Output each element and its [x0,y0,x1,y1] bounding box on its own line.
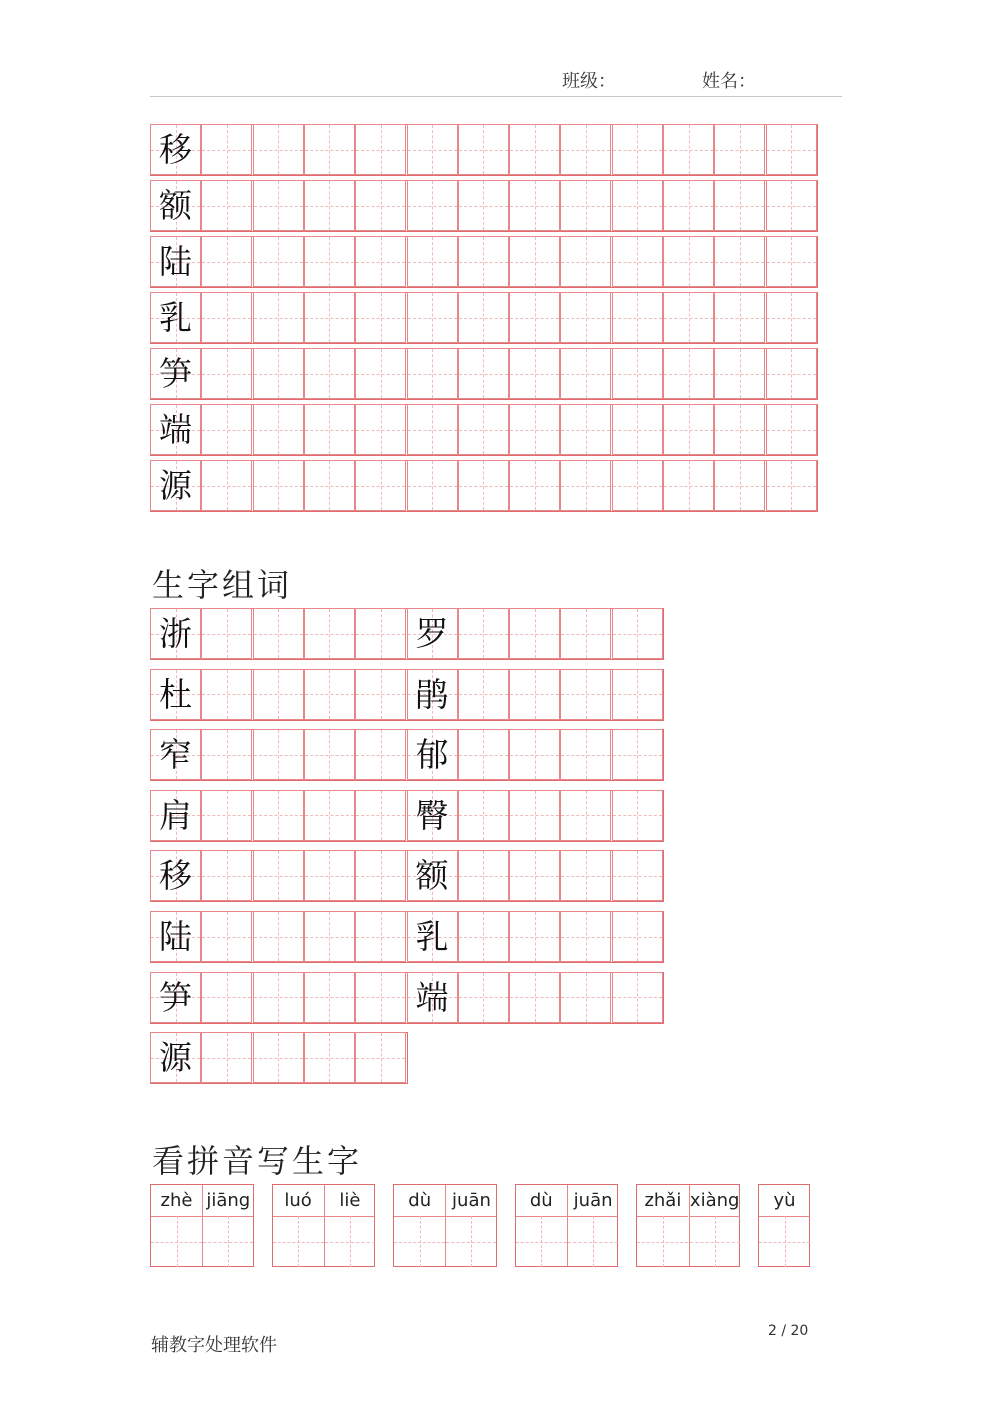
word-writing-cell[interactable] [201,790,252,841]
pinyin-label: luó [273,1185,324,1217]
word-writing-cell[interactable] [355,729,406,780]
word-writing-cell[interactable] [509,729,560,780]
practice-cell[interactable] [253,180,304,231]
practice-cell[interactable] [458,180,509,231]
word-writing-cell[interactable] [201,608,252,659]
practice-cell[interactable] [201,348,252,399]
word-writing-cell[interactable] [201,911,252,962]
pinyin-group [272,1184,376,1267]
word-writing-cell[interactable] [355,972,406,1023]
pinyin-column [324,1185,375,1266]
word-writing-cell[interactable] [458,729,509,780]
pinyin-group [150,1184,254,1267]
practice-cell[interactable] [509,404,560,455]
word-character-cell[interactable] [150,850,201,901]
pinyin-group [636,1184,740,1267]
word-writing-cell[interactable] [355,850,406,901]
pinyin-column [516,1185,567,1266]
practice-cell[interactable] [714,180,765,231]
word-writing-cell[interactable] [201,1032,252,1083]
page-number: 2 / 20 [768,1323,809,1339]
practice-cell[interactable] [714,292,765,343]
practice-cell[interactable] [663,236,714,287]
practice-cell[interactable] [509,292,560,343]
practice-cell[interactable] [407,292,458,343]
pinyin-group [393,1184,497,1267]
word-writing-cell[interactable] [253,850,304,901]
word-writing-cell[interactable] [509,790,560,841]
word-writing-cell[interactable] [304,972,355,1023]
word-writing-cell[interactable] [304,1032,355,1083]
practice-cell[interactable] [458,404,509,455]
hanzi-character: 臀 [415,795,449,835]
practice-cell[interactable] [766,180,817,231]
hanzi-character: 移 [159,130,192,169]
practice-cell[interactable] [766,404,817,455]
practice-cell[interactable] [714,124,765,175]
word-writing-cell[interactable] [458,850,509,901]
practice-cell[interactable] [458,236,509,287]
practice-cell[interactable] [201,404,252,455]
hanzi-character: 端 [159,410,192,449]
word-character-cell[interactable] [150,669,201,720]
pinyin-column [637,1185,688,1266]
word-writing-cell[interactable] [253,972,304,1023]
pinyin-group [758,1184,810,1267]
practice-cell[interactable] [201,236,252,287]
practice-cell[interactable] [304,124,355,175]
practice-cell[interactable] [612,460,663,511]
practice-cell[interactable] [766,292,817,343]
word-character-cell[interactable] [150,729,201,780]
word-writing-cell[interactable] [253,1032,304,1083]
footer-software-name: 辅教字处理软件 [151,1335,277,1356]
hanzi-character: 浙 [159,614,192,653]
practice-cell[interactable] [458,292,509,343]
practice-cell[interactable] [355,348,406,399]
word-writing-cell[interactable] [560,669,611,720]
word-writing-cell[interactable] [458,790,509,841]
practice-cell[interactable] [766,348,817,399]
word-writing-cell[interactable] [304,729,355,780]
word-writing-cell[interactable] [560,911,611,962]
model-character-cell[interactable] [150,236,201,287]
practice-cell[interactable] [766,124,817,175]
practice-cell[interactable] [253,404,304,455]
practice-cell[interactable] [509,180,560,231]
practice-cell[interactable] [253,460,304,511]
practice-cell[interactable] [509,348,560,399]
hanzi-writing-box[interactable] [690,1216,740,1267]
model-character-cell[interactable] [150,460,201,511]
word-writing-cell[interactable] [355,911,406,962]
hanzi-writing-box[interactable] [151,1216,202,1267]
word-character-cell[interactable] [150,790,201,841]
practice-cell[interactable] [355,124,406,175]
hanzi-writing-box[interactable] [325,1216,375,1267]
hanzi-character: 源 [159,1038,192,1078]
word-writing-cell[interactable] [201,972,252,1023]
header-divider [150,96,842,97]
practice-cell[interactable] [509,124,560,175]
practice-cell[interactable] [304,292,355,343]
word-writing-cell[interactable] [509,669,560,720]
hanzi-character: 笋 [159,354,192,393]
word-writing-cell[interactable] [355,790,406,841]
hanzi-character: 乳 [159,298,192,337]
hanzi-character: 移 [159,856,192,896]
practice-cell[interactable] [253,236,304,287]
word-writing-cell[interactable] [612,608,663,659]
pinyin-label: xiàng [690,1185,740,1217]
practice-cell[interactable] [612,292,663,343]
practice-cell[interactable] [304,236,355,287]
word-character-cell[interactable] [407,972,458,1023]
practice-cell[interactable] [355,292,406,343]
hanzi-character: 额 [159,186,192,225]
word-writing-cell[interactable] [355,1032,406,1083]
pinyin-column [689,1185,740,1266]
word-writing-cell[interactable] [355,608,406,659]
practice-cell[interactable] [304,180,355,231]
hanzi-writing-box[interactable] [759,1216,810,1267]
pinyin-column [394,1185,445,1266]
practice-cell[interactable] [201,292,252,343]
practice-cell[interactable] [663,292,714,343]
word-writing-cell[interactable] [304,850,355,901]
practice-cell[interactable] [560,404,611,455]
practice-cell[interactable] [407,124,458,175]
pinyin-label: juān [446,1185,496,1217]
word-writing-cell[interactable] [304,911,355,962]
practice-cell[interactable] [663,404,714,455]
word-writing-cell[interactable] [612,729,663,780]
word-writing-cell[interactable] [509,608,560,659]
practice-cell[interactable] [560,236,611,287]
practice-cell[interactable] [304,404,355,455]
practice-cell[interactable] [560,124,611,175]
practice-cell[interactable] [663,348,714,399]
hanzi-character: 乳 [415,917,449,956]
section-title-words: 生字组词 [152,566,293,604]
pinyin-column [759,1185,810,1266]
word-writing-cell[interactable] [201,850,252,901]
word-character-cell[interactable] [407,790,458,841]
practice-cell[interactable] [355,180,406,231]
word-character-cell[interactable] [150,972,201,1023]
hanzi-character: 源 [159,466,192,505]
word-writing-cell[interactable] [509,972,560,1023]
practice-cell[interactable] [612,124,663,175]
model-character-cell[interactable] [150,124,201,175]
hanzi-character: 肩 [159,795,192,835]
pinyin-column [445,1185,496,1266]
word-writing-cell[interactable] [560,729,611,780]
hanzi-character: 窄 [159,735,192,775]
hanzi-writing-box[interactable] [568,1216,618,1267]
practice-cell[interactable] [714,460,765,511]
practice-cell[interactable] [560,348,611,399]
practice-cell[interactable] [560,292,611,343]
word-character-cell[interactable] [150,608,201,659]
hanzi-character: 额 [415,856,449,896]
practice-cell[interactable] [201,180,252,231]
practice-cell[interactable] [407,404,458,455]
word-writing-cell[interactable] [304,608,355,659]
word-writing-cell[interactable] [304,790,355,841]
hanzi-writing-box[interactable] [273,1216,324,1267]
pinyin-label: jiāng [203,1185,253,1217]
word-character-cell[interactable] [150,1032,201,1083]
model-character-cell[interactable] [150,348,201,399]
practice-cell[interactable] [355,460,406,511]
word-writing-cell[interactable] [612,669,663,720]
word-writing-cell[interactable] [612,850,663,901]
practice-cell[interactable] [612,404,663,455]
practice-cell[interactable] [407,460,458,511]
model-character-cell[interactable] [150,180,201,231]
word-writing-cell[interactable] [458,669,509,720]
pinyin-label: juān [568,1185,618,1217]
word-character-cell[interactable] [407,911,458,962]
practice-cell[interactable] [509,460,560,511]
pinyin-column [202,1185,253,1266]
word-writing-cell[interactable] [612,972,663,1023]
pinyin-column [151,1185,202,1266]
word-writing-cell[interactable] [201,669,252,720]
practice-cell[interactable] [407,180,458,231]
word-writing-cell[interactable] [560,972,611,1023]
hanzi-writing-box[interactable] [203,1216,253,1267]
word-writing-cell[interactable] [253,911,304,962]
pinyin-label: zhǎi [637,1185,688,1217]
section-title-pinyin: 看拼音写生字 [152,1142,363,1180]
model-character-cell[interactable] [150,292,201,343]
practice-cell[interactable] [612,180,663,231]
practice-cell[interactable] [304,348,355,399]
practice-cell[interactable] [560,460,611,511]
practice-cell[interactable] [253,292,304,343]
hanzi-writing-box[interactable] [446,1216,496,1267]
word-writing-cell[interactable] [253,790,304,841]
practice-cell[interactable] [714,348,765,399]
hanzi-character: 郁 [415,735,449,775]
word-writing-cell[interactable] [509,850,560,901]
pinyin-group [515,1184,619,1267]
word-writing-cell[interactable] [458,972,509,1023]
hanzi-character: 笋 [159,977,192,1017]
hanzi-character: 罗 [415,614,449,653]
hanzi-character: 端 [415,977,449,1017]
practice-cell[interactable] [355,404,406,455]
hanzi-character: 陆 [159,242,192,281]
word-writing-cell[interactable] [612,911,663,962]
hanzi-writing-box[interactable] [516,1216,567,1267]
pinyin-column [273,1185,324,1266]
pinyin-label: yù [759,1185,810,1217]
word-character-cell[interactable] [407,850,458,901]
model-character-cell[interactable] [150,404,201,455]
word-character-cell[interactable] [407,729,458,780]
practice-cell[interactable] [458,348,509,399]
practice-cell[interactable] [407,236,458,287]
practice-cell[interactable] [355,236,406,287]
word-writing-cell[interactable] [560,850,611,901]
hanzi-writing-box[interactable] [394,1216,445,1267]
practice-cell[interactable] [201,124,252,175]
word-character-cell[interactable] [150,911,201,962]
hanzi-writing-box[interactable] [637,1216,688,1267]
pinyin-column [567,1185,618,1266]
header-class-label: 班级： [562,71,616,92]
word-character-cell[interactable] [407,669,458,720]
word-character-cell[interactable] [407,608,458,659]
word-writing-cell[interactable] [509,911,560,962]
pinyin-label: zhè [151,1185,202,1217]
hanzi-character: 鹃 [415,674,449,714]
practice-cell[interactable] [458,124,509,175]
word-writing-cell[interactable] [560,608,611,659]
practice-cell[interactable] [201,460,252,511]
practice-cell[interactable] [663,180,714,231]
word-writing-cell[interactable] [612,790,663,841]
word-writing-cell[interactable] [304,669,355,720]
practice-cell[interactable] [560,180,611,231]
practice-cell[interactable] [714,236,765,287]
practice-cell[interactable] [407,348,458,399]
practice-cell[interactable] [612,348,663,399]
pinyin-label: dù [394,1185,445,1217]
practice-cell[interactable] [766,236,817,287]
pinyin-label: liè [325,1185,375,1217]
practice-cell[interactable] [714,404,765,455]
word-writing-cell[interactable] [458,911,509,962]
practice-cell[interactable] [253,348,304,399]
practice-cell[interactable] [663,460,714,511]
header-name-label: 姓名： [702,71,756,92]
word-writing-cell[interactable] [355,669,406,720]
word-writing-cell[interactable] [201,729,252,780]
practice-cell[interactable] [612,236,663,287]
word-writing-cell[interactable] [253,669,304,720]
practice-cell[interactable] [304,460,355,511]
word-writing-cell[interactable] [458,608,509,659]
word-writing-cell[interactable] [253,608,304,659]
word-writing-cell[interactable] [253,729,304,780]
practice-cell[interactable] [509,236,560,287]
practice-cell[interactable] [458,460,509,511]
word-writing-cell[interactable] [560,790,611,841]
pinyin-label: dù [516,1185,567,1217]
practice-cell[interactable] [253,124,304,175]
hanzi-character: 陆 [159,917,192,956]
practice-cell[interactable] [766,460,817,511]
hanzi-character: 杜 [159,674,192,714]
practice-cell[interactable] [663,124,714,175]
